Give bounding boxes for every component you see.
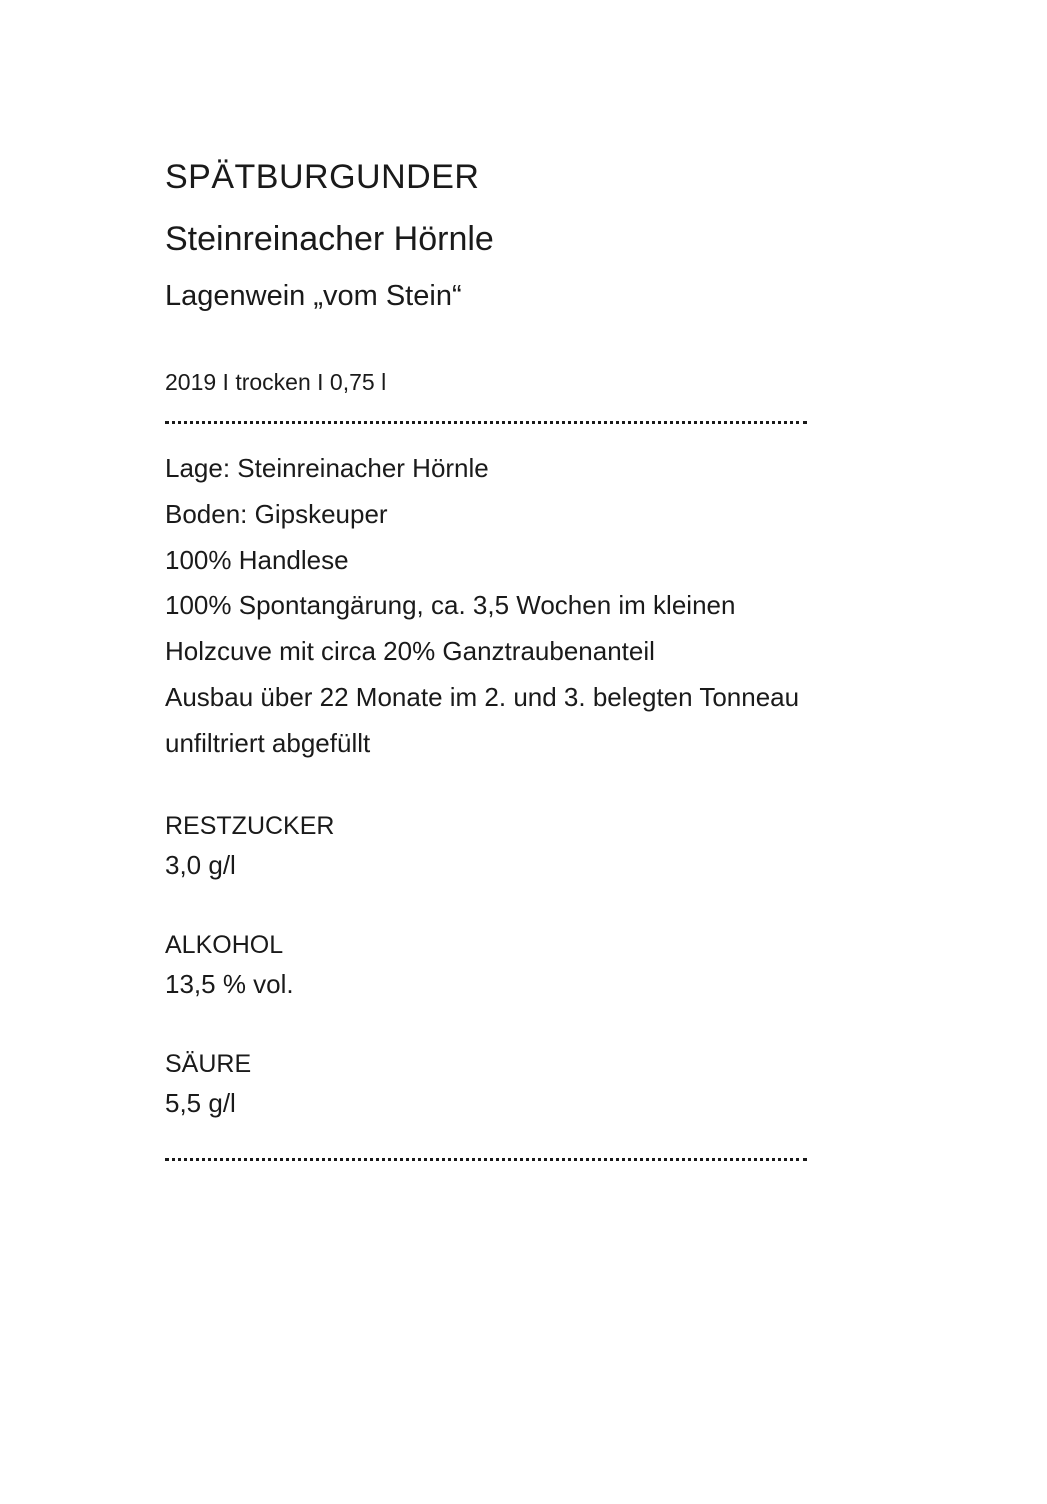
detail-line-bottling: unfiltriert abgefüllt [165, 727, 371, 758]
alcohol-value: 13,5 % vol. [165, 969, 294, 999]
residual-sugar-value: 3,0 g/l [165, 850, 236, 880]
alcohol-block [165, 928, 294, 1006]
detail-line-harvest: 100% Handlese [165, 544, 349, 575]
vineyard-title: Steinreinacher Hörnle [165, 220, 494, 258]
detail-line-ageing: Ausbau über 22 Monate im 2. und 3. belegten Tonneau [165, 681, 800, 712]
wine-subtitle: Lagenwein „vom Stein“ [165, 280, 462, 312]
acidity-label: SÄURE [165, 1050, 252, 1078]
wine-details-list [165, 446, 799, 767]
grape-variety-heading: SPÄTBURGUNDER [165, 158, 480, 196]
residual-sugar-block [165, 809, 334, 887]
detail-line-fermentation-vessel: Holzcuve mit circa 20% Ganztraubenanteil [165, 636, 655, 667]
acidity-block [165, 1047, 251, 1125]
dotted-divider-bottom [165, 1158, 807, 1161]
alcohol-label: ALKOHOL [165, 931, 284, 959]
detail-line-site: Lage: Steinreinacher Hörnle [165, 453, 489, 483]
vintage-style-volume: 2019 I trocken I 0,75 l [165, 369, 387, 395]
dotted-divider-top [165, 421, 807, 424]
acidity-value: 5,5 g/l [165, 1088, 236, 1118]
residual-sugar-label: RESTZUCKER [165, 812, 335, 840]
detail-line-soil: Boden: Gipskeuper [165, 498, 388, 529]
detail-line-fermentation: 100% Spontangärung, ca. 3,5 Wochen im kleinen [165, 590, 736, 621]
